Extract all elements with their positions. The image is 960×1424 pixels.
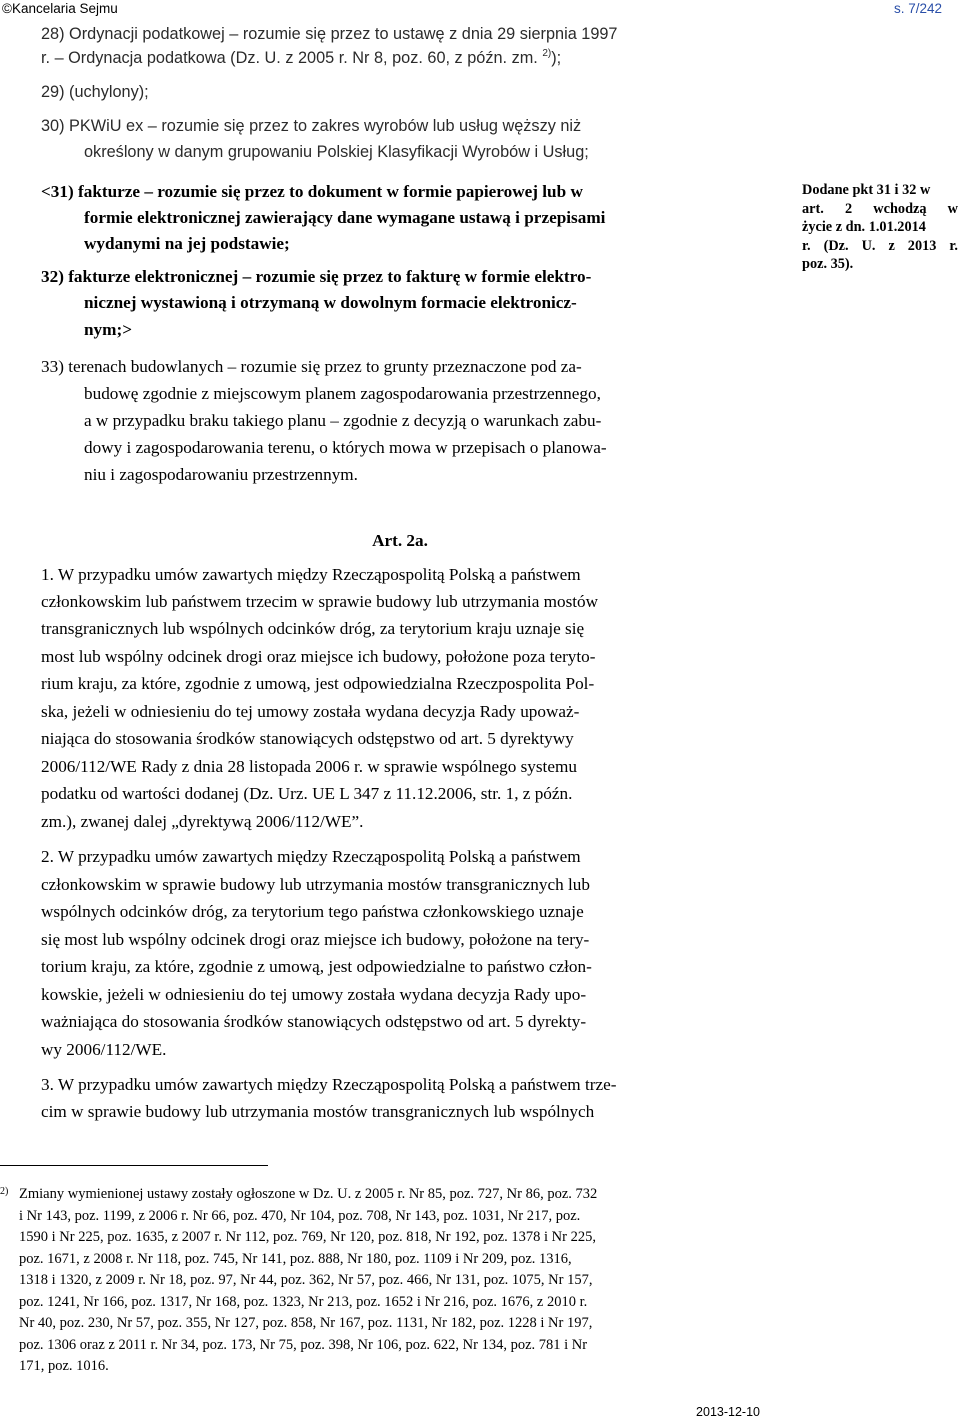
paragraph-line: ska, jeżeli w odniesieniu do tej umowy została wydana decyzja Rady upoważ- — [41, 702, 580, 721]
footnote-mark: 2) — [0, 1186, 9, 1197]
footnote-line: poz. 1671, z 2008 r. Nr 118, poz. 745, Nr 141, poz. 888, Nr 180, poz. 1109 i Nr 209, poz. 1316, — [19, 1250, 572, 1267]
definition-31-line-3: wydanymi na jej podstawie; — [84, 234, 290, 253]
definition-28-tail: ); — [551, 49, 562, 67]
definition-33-line-4: dowy i zagospodarowania terenu, o których mowa w przepisach o planowa- — [84, 438, 607, 457]
margin-note — [802, 181, 958, 274]
paragraph-line: rium kraju, za które, zgodnie z umową, jest odpowiedzialna Rzeczpospolita Pol- — [41, 674, 595, 693]
paragraph-line: cim w sprawie budowy lub utrzymania mostów transgranicznych lub wspólnych — [41, 1102, 595, 1121]
definition-28-line-1: 28) Ordynacji podatkowej – rozumie się przez to ustawę z dnia 29 sierpnia 1997 — [41, 25, 618, 43]
footnote-line: poz. 1241, Nr 166, poz. 1317, Nr 168, poz. 1323, Nr 213, poz. 1652 i Nr 216, poz. 1676, z 2010 r. — [19, 1293, 588, 1310]
footnote-line: Nr 40, poz. 230, Nr 57, poz. 355, Nr 127, poz. 858, Nr 167, poz. 1131, Nr 182, poz. 1228 i Nr 197, — [19, 1315, 593, 1331]
footnote-line: poz. 1306 oraz z 2011 r. Nr 34, poz. 173, Nr 75, poz. 398, Nr 106, poz. 622, Nr 134, poz. 781 i Nr — [19, 1336, 588, 1353]
margin-note-line: art. 2 wchodzą w — [802, 200, 958, 217]
definition-33-line-3: a w przypadku braku takiego planu – zgodnie z decyzją o warunkach zabu- — [84, 411, 602, 430]
definition-28-line-2 — [41, 46, 561, 70]
paragraph-line: wspólnych odcinków dróg, za terytorium tego państwa członkowskiego uznaje — [41, 902, 584, 921]
margin-note-line: poz. 35). — [802, 256, 854, 272]
paragraph-line: kowskie, jeżeli w odniesieniu do tej umowy została wydana decyzja Rady upo- — [41, 985, 587, 1004]
paragraph-line: się most lub wspólny odcinek drogi oraz miejsce ich budowy, położone na tery- — [41, 930, 590, 949]
copyright-symbol: © — [2, 1, 12, 16]
footnote-ref[interactable]: 2) — [542, 48, 552, 59]
paragraph-line: podatku od wartości dodanej (Dz. Urz. UE L 347 z 11.12.2006, str. 1, z późn. — [41, 784, 573, 803]
definition-30-line-1: 30) PKWiU ex – rozumie się przez to zakres wyrobów lub usług węższy niż — [41, 117, 582, 135]
source-name[interactable]: Kancelaria Sejmu — [11, 1, 118, 16]
definition-30-line-2: określony w danym grupowaniu Polskiej Klasyfikacji Wyrobów i Usług; — [84, 143, 589, 161]
paragraph-line: transgranicznych lub wspólnych odcinków dróg, za terytorium kraju uznaje się — [41, 619, 585, 638]
paragraph-line: zm.), zwanej dalej „dyrektywą 2006/112/WE”. — [41, 812, 364, 831]
footnote-line: 1318 i 1320, z 2009 r. Nr 18, poz. 97, Nr 44, poz. 362, Nr 57, poz. 466, Nr 131, poz. 1075, Nr 157, — [19, 1272, 593, 1288]
definition-32-line-3: nym;> — [84, 320, 132, 339]
definition-33-line-2: budowę zgodnie z miejscowym planem zagospodarowania przestrzennego, — [84, 384, 601, 403]
footnote-body — [19, 1184, 761, 1378]
paragraph-line: członkowskim lub państwem trzecim w sprawie budowy lub utrzymania mostów — [41, 592, 599, 611]
paragraph-line: wy 2006/112/WE. — [41, 1040, 167, 1059]
paragraph-line: ważniająca do stosowania środków stanowiących odstępstwo od art. 5 dyrekty- — [41, 1012, 587, 1031]
footnote-line: 1590 i Nr 225, poz. 1635, z 2007 r. Nr 112, poz. 769, Nr 120, poz. 818, Nr 192, poz. 1378 i Nr 225, — [19, 1229, 596, 1245]
definition-32-line-1: 32) fakturze elektronicznej – rozumie się przez to fakturę w formie elektro- — [41, 267, 592, 286]
definition-33-line-5: niu i zagospodarowaniu przestrzennym. — [84, 465, 358, 484]
article-title: Art. 2a. — [372, 531, 428, 550]
footnote-line: 171, poz. 1016. — [19, 1358, 109, 1374]
page-number: s. 7/242 — [893, 1, 942, 16]
page-header — [0, 0, 960, 18]
footnote-line: Zmiany wymienionej ustawy zostały ogłoszone w Dz. U. z 2005 r. Nr 85, poz. 727, Nr 86, poz. 732 — [19, 1186, 598, 1202]
paragraph-line: 2006/112/WE Rady z dnia 28 listopada 2006 r. w sprawie wspólnego systemu — [41, 757, 577, 776]
paragraph-line: 1. W przypadku umów zawartych między Rzecząpospolitą Polską a państwem — [41, 565, 581, 584]
margin-note-line: r. (Dz. U. z 2013 r. — [802, 237, 958, 254]
definition-29: 29) (uchylony); — [41, 83, 149, 101]
margin-note-line: Dodane pkt 31 i 32 w — [802, 182, 931, 198]
paragraph-line: torium kraju, za które, zgodnie z umową, jest odpowiedzialne to państwo człon- — [41, 957, 592, 976]
paragraph-line: 2. W przypadku umów zawartych między Rzecząpospolitą Polską a państwem — [41, 847, 581, 866]
footnote-separator — [0, 1165, 268, 1166]
definition-31-line-2: formie elektronicznej zawierający dane wymagane ustawą i przepisami — [84, 208, 606, 227]
definition-28-text: r. – Ordynacja podatkowa (Dz. U. z 2005 r. Nr 8, poz. 60, z późn. zm. — [41, 49, 538, 67]
paragraph-line: członkowskim w sprawie budowy lub utrzymania mostów transgranicznych lub — [41, 875, 590, 894]
margin-note-line: życie z dn. 1.01.2014 — [802, 219, 926, 235]
source-link[interactable] — [2, 1, 118, 16]
definition-33-line-1: 33) terenach budowlanych – rozumie się przez to grunty przeznaczone pod za- — [41, 357, 582, 376]
paragraph-line: 3. W przypadku umów zawartych między Rzecząpospolitą Polską a państwem trze- — [41, 1075, 617, 1094]
definition-31-line-1: <31) fakturze – rozumie się przez to dokument w formie papierowej lub w — [41, 182, 583, 201]
document-date: 2013-12-10 — [696, 1405, 760, 1419]
paragraph-line: most lub wspólny odcinek drogi oraz miejsce ich budowy, położone poza teryto- — [41, 647, 596, 666]
paragraph-line: niająca do stosowania środków stanowiących odstępstwo od art. 5 dyrektywy — [41, 729, 574, 748]
definition-32-line-2: nicznej wystawioną i otrzymaną w dowolnym formacie elektronicz- — [84, 293, 577, 312]
footnote-line: i Nr 143, poz. 1199, z 2006 r. Nr 66, poz. 470, Nr 104, poz. 708, Nr 143, poz. 1031, Nr 217, poz. — [19, 1207, 581, 1224]
